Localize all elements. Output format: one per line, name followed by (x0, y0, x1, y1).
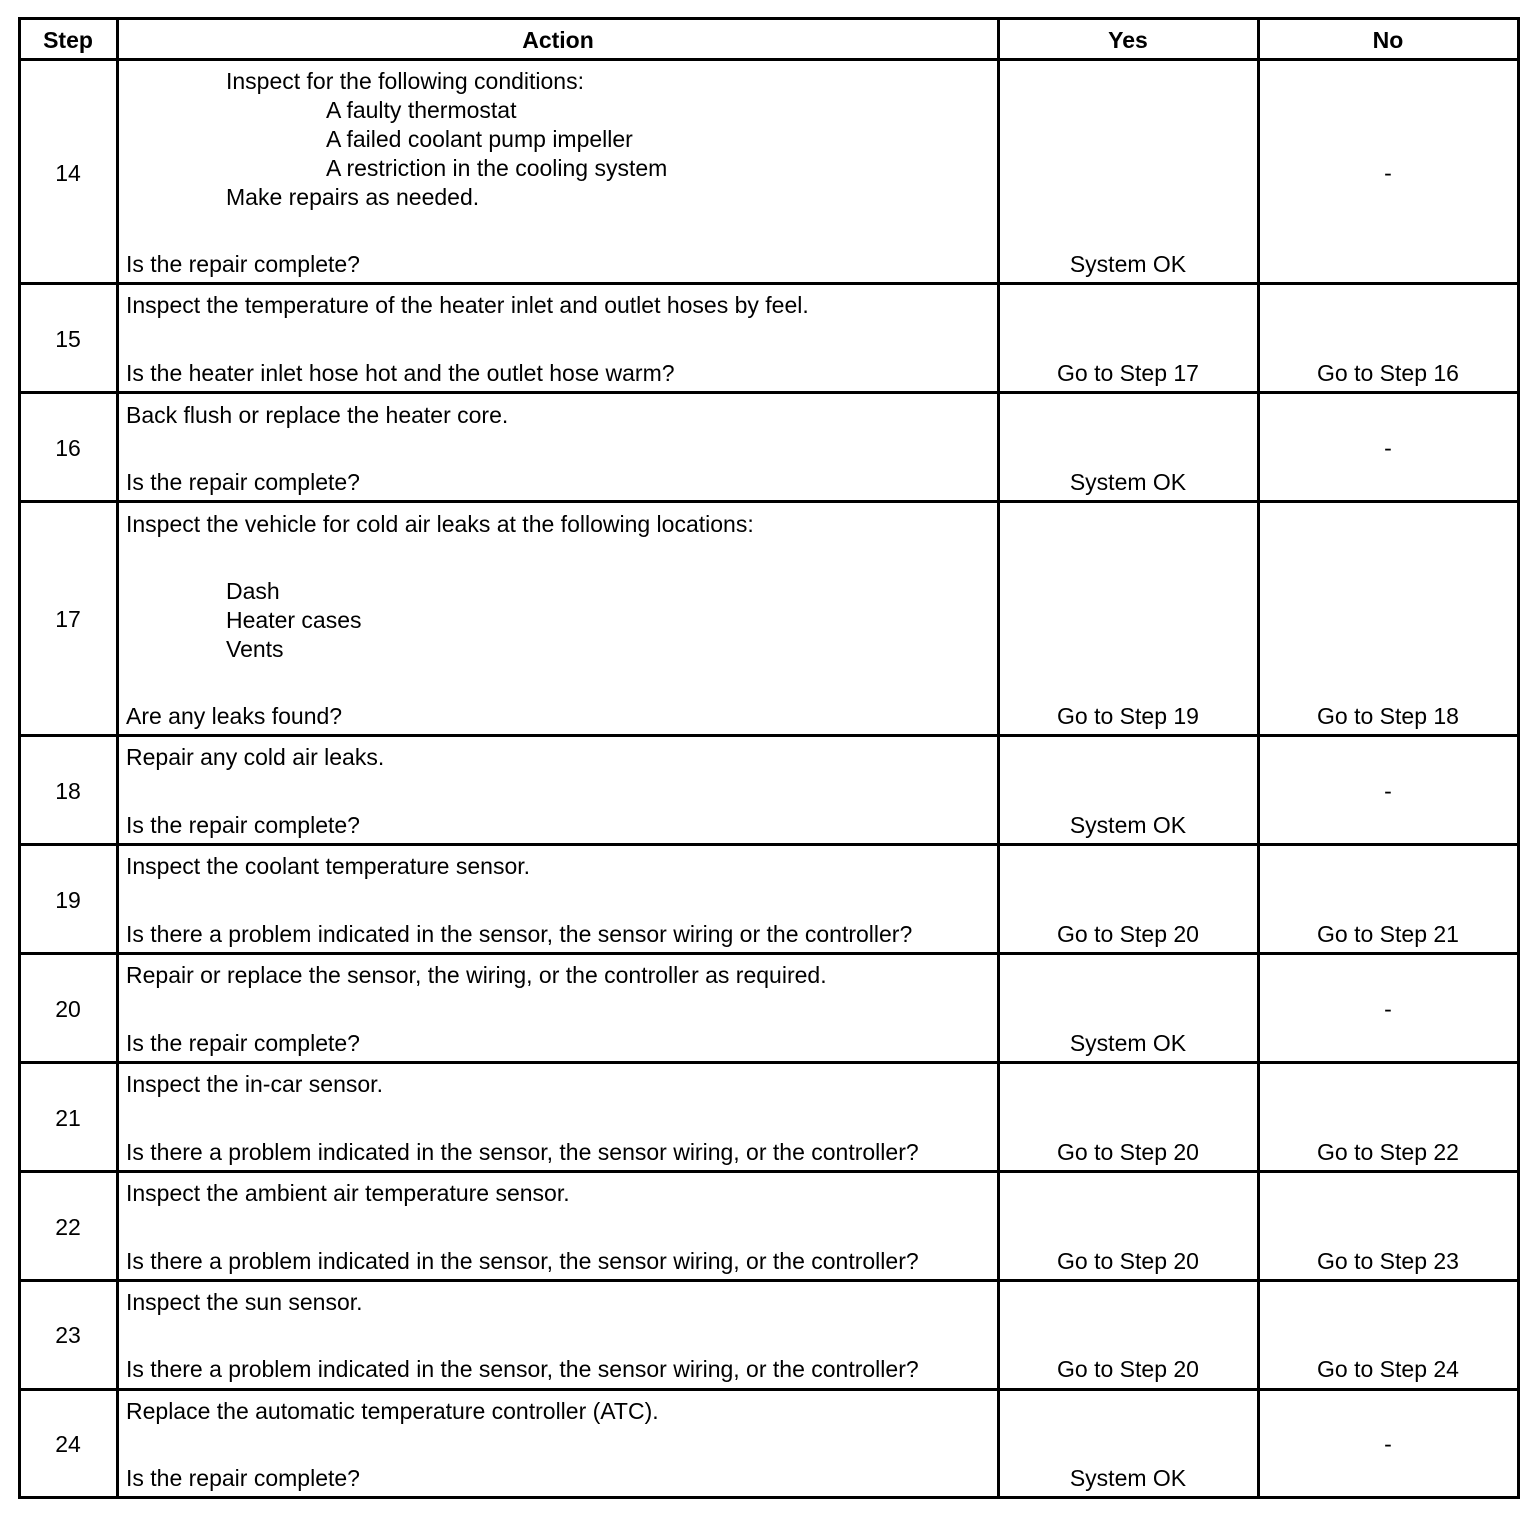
no-result: - (1384, 778, 1392, 804)
table-rule (18, 843, 1520, 846)
action-text: Inspect the vehicle for cold air leaks at the following locations: (126, 511, 754, 537)
action-text: Repair any cold air leaks. (126, 744, 385, 770)
table-rule (18, 17, 21, 1499)
step-number: 18 (55, 778, 81, 804)
action-question: Is the repair complete? (126, 251, 360, 277)
step-number: 14 (55, 160, 81, 186)
location-item: Dash (226, 578, 280, 604)
action-question: Are any leaks found? (126, 703, 343, 729)
no-result: - (1384, 1431, 1392, 1457)
yes-result: System OK (1069, 251, 1187, 277)
yes-result: Go to Step 19 (1057, 703, 1199, 729)
no-result: Go to Step 22 (1317, 1139, 1459, 1165)
yes-result: Go to Step 20 (1057, 1248, 1199, 1274)
step-number: 16 (55, 435, 81, 461)
action-question: Is the repair complete? (126, 812, 360, 838)
table-rule (18, 952, 1520, 955)
yes-result: Go to Step 20 (1057, 1139, 1199, 1165)
action-question: Is there a problem indicated in the sensor, the sensor wiring, or the controller? (126, 1139, 919, 1165)
step-number: 17 (55, 606, 81, 632)
action-question: Is there a problem indicated in the sensor, the sensor wiring, or the controller? (126, 1356, 919, 1382)
step-number: 15 (55, 326, 81, 352)
header-yes: Yes (1108, 27, 1148, 53)
action-text: Inspect the ambient air temperature sensor. (126, 1180, 570, 1206)
action-question: Is the repair complete? (126, 1465, 360, 1491)
yes-result: Go to Step 17 (1057, 360, 1199, 386)
action-text: Inspect the in-car sensor. (126, 1071, 383, 1097)
no-result: - (1384, 160, 1392, 186)
header-no: No (1372, 27, 1404, 53)
yes-result: System OK (1069, 1030, 1187, 1056)
no-result: Go to Step 23 (1317, 1248, 1459, 1274)
action-question: Is there a problem indicated in the sensor, the sensor wiring, or the controller? (126, 1248, 919, 1274)
table-rule (18, 17, 1520, 20)
table-rule (18, 1279, 1520, 1282)
table-rule (18, 1496, 1520, 1499)
no-result: - (1384, 435, 1392, 461)
no-result: Go to Step 24 (1317, 1356, 1459, 1382)
action-text: Repair or replace the sensor, the wiring, or the controller as required. (126, 962, 827, 988)
action-text: Inspect the coolant temperature sensor. (126, 853, 531, 879)
table-rule (116, 17, 119, 1499)
table-rule (18, 1388, 1520, 1391)
action-intro: Inspect for the following conditions: (226, 68, 584, 94)
step-number: 24 (55, 1431, 81, 1457)
no-result: Go to Step 21 (1317, 921, 1459, 947)
yes-result: System OK (1069, 812, 1187, 838)
table-rule (1257, 17, 1260, 1499)
action-text: Inspect the sun sensor. (126, 1289, 363, 1315)
yes-result: Go to Step 20 (1057, 1356, 1199, 1382)
table-rule (1517, 17, 1520, 1499)
step-number: 21 (55, 1105, 81, 1131)
table-rule (18, 58, 1520, 61)
header-step: Step (43, 27, 93, 53)
condition-item: A faulty thermostat (326, 97, 517, 123)
condition-item: A failed coolant pump impeller (326, 126, 633, 152)
location-item: Vents (226, 636, 284, 662)
action-text: Back flush or replace the heater core. (126, 402, 509, 428)
action-text: Inspect the temperature of the heater inlet and outlet hoses by feel. (126, 292, 809, 318)
step-number: 19 (55, 887, 81, 913)
step-number: 23 (55, 1322, 81, 1348)
table-rule (18, 1061, 1520, 1064)
no-result: Go to Step 18 (1317, 703, 1459, 729)
action-after: Make repairs as needed. (226, 184, 480, 210)
no-result: Go to Step 16 (1317, 360, 1459, 386)
table-rule (18, 500, 1520, 503)
table-rule (18, 282, 1520, 285)
action-question: Is the repair complete? (126, 469, 360, 495)
yes-result: System OK (1069, 1465, 1187, 1491)
step-number: 20 (55, 996, 81, 1022)
action-question: Is there a problem indicated in the sensor, the sensor wiring or the controller? (126, 921, 913, 947)
condition-item: A restriction in the cooling system (326, 155, 668, 181)
step-number: 22 (55, 1214, 81, 1240)
action-question: Is the repair complete? (126, 1030, 360, 1056)
table-rule (18, 1170, 1520, 1173)
action-text: Replace the automatic temperature controller (ATC). (126, 1398, 659, 1424)
yes-result: System OK (1069, 469, 1187, 495)
action-question: Is the heater inlet hose hot and the outlet hose warm? (126, 360, 675, 386)
no-result: - (1384, 996, 1392, 1022)
header-action: Action (522, 27, 594, 53)
location-item: Heater cases (226, 607, 362, 633)
table-rule (18, 391, 1520, 394)
yes-result: Go to Step 20 (1057, 921, 1199, 947)
table-rule (18, 734, 1520, 737)
table-rule (997, 17, 1000, 1499)
